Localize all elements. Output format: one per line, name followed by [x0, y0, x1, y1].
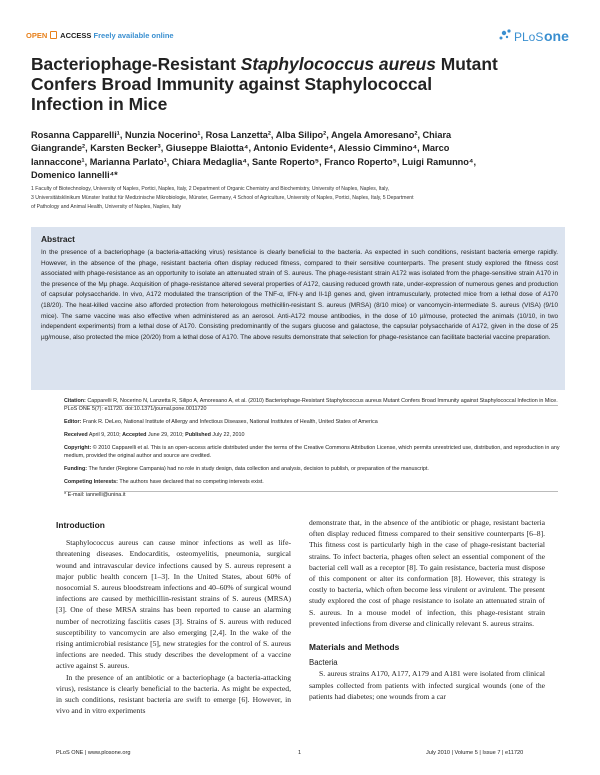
open-access-freely: Freely available online [93, 31, 174, 40]
author-line: Giangrande², Karsten Becker³, Giuseppe Blaiotta⁴, Antonio Evidente⁴, Alessio Cimmino⁴, Marco [31, 143, 450, 154]
paper-title: Bacteriophage-Resistant Staphylococcus aureus Mutant Confers Broad Immunity against Staphylococcal Infection in Mice [31, 54, 498, 114]
logo-one: one [544, 28, 569, 44]
methods-heading: Materials and Methods [309, 642, 400, 653]
footer-issue: July 2010 | Volume 5 | Issue 7 | e11720 [426, 750, 524, 756]
open-access-lock-icon [50, 31, 57, 39]
open-access-banner [26, 31, 174, 40]
open-access-access: ACCESS [60, 31, 92, 40]
author-list [31, 129, 576, 183]
abstract-text: In the presence of a bacteriophage (a bacteria-attacking virus) resistance is clearly beneficial to the bacteria. As expected in such conditions, resistant bacteria emerge rapidly. However, in the absence of the phage, resistant bacteria often display reduced fitness, compared to their sensitive counterparts. The present study explored the fitness cost associated with phage-resistance as an opportunity to isolate an attenuated strain of S. aureus. The phage-resistant strain A172 was isolated from the phage-sensitive strain A170 in the presence of the Mµ phage. Acquisition of phage-resistance altered several properties of A172, causing reduced growth rate, under-expression of numerous genes and production of capsular polysaccharide. In vivo, A172 modulated the transcription of the TNF-α, IFN-γ and Il-1β genes and, given intramuscularly, protected mice from a lethal dose of A170 (18/20). The heat-killed vaccine also afforded protection from heterologous methicillin-resistant S. aureus (MRSA) (8/10 mice) or vancomycin-intermediate S. aureus (VISA) (9/10 mice). The same vaccine was also effective when administered as an aerosol. Anti-A172 mouse antibodies, in the dose of 10 µl/mouse, protected the animals (10/10, in two independent experiments) from a lethal dose of A170. Consisting predominantly of the sugars glucose and galactose, the capsular polysaccharide of A172, given in the dose of 25 µg/mouse, also protected the mice (20/20) from a lethal dose of A170. The above results demonstrate that selection for phage-resistance can facilitate bacterial vaccine preparation. [41, 249, 558, 341]
abstract-box [31, 227, 565, 390]
intro-paragraph-2: In the presence of an antibiotic or a bacteriophage (a bacteria-attacking virus), resistance is clearly beneficial to the bacteria. As might be expected, in such conditions, resistant bacteria are swift to emerge [6]. However, in vivo and in vitro experiments [56, 672, 291, 716]
divider [64, 491, 558, 492]
plos-one-logo [498, 25, 576, 47]
email: * E-mail: iannelli@unina.it [64, 492, 126, 498]
funding: Funding: The funder (Regione Campania) had no role in study design, data collection and analysis, decision to publish, or preparation of the manuscript. [64, 466, 429, 472]
affiliations: 1 Faculty of Biotechnology, University of Naples, Portici, Naples, Italy, 2 Department of Organic Chemistry and Biochemistry, University of Naples, Naples, Italy, 3 Universitätsklinikum Münster Institut für Medizinische Mikrobiologie, Münster, Germany, 4 School of Agriculture, University of Naples, Portici, Naples, Italy, 5 Department of Pathology and Animal Health, University of Naples, Naples, Italy [31, 186, 414, 210]
author-line: Iannaccone¹, Marianna Parlato¹, Chiara Medaglia⁴, Sante Roperto⁵, Franco Roperto⁵, Luigi Ramunno⁴, [31, 156, 477, 167]
open-access-open: OPEN [26, 31, 48, 40]
footer-journal: PLoS ONE | www.plosone.org [56, 750, 131, 756]
bacteria-subheading: Bacteria [309, 658, 338, 668]
author-line: Rosanna Capparelli¹, Nunzia Nocerino¹, Rosa Lanzetta², Alba Silipo², Angela Amoresano², Chiara [31, 130, 452, 140]
intro-paragraph-3: demonstrate that, in the absence of the antibiotic or phage, resistant bacteria often display reduced fitness compared to their sensitive counterparts [6–8]. This fitness cost is particularly high in the case of phage-resistant bacterial strains. To infect bacteria, phages often select an essential component of the bacterial cell wall as a receptor [8]. To gain resistance, bacteria must dispose of this component or alter its conformation [8]. However, this strategy is costly to bacteria, which often become less virulent or avirulent. The present study explored the cost of phage resistance to isolate an attenuated strain of S. aureus. In a mouse model of infection, this phage-resistant strain prevented infections from diverse and clinically relevant S. aureus strains. [309, 518, 545, 628]
logo-plos: PLoS [514, 30, 544, 44]
divider [64, 405, 558, 406]
citation: Citation: Capparelli R, Nocerino N, Lanzetta R, Silipo A, Amoresano A, et al. (2010) Bacteriophage-Resistant Staphylococcus aureus Mutant Confers Broad Immunity against Staphylococcal Infection in Mice. PLoS ONE 5(7): e11720. doi:10.1371/journal.pone.0011720 [64, 398, 558, 412]
title-species: Staphylococcus aureus [240, 54, 436, 74]
article-metadata [64, 397, 564, 504]
editor: Editor: Frank R. DeLeo, National Institute of Allergy and Infectious Diseases, National Institutes of Health, United States of America [64, 419, 378, 425]
copyright: Copyright: © 2010 Capparelli et al. This is an open-access article distributed under the terms of the Creative Commons Attribution License, which permits unrestricted use, distribution, and reproduction in any medium, provided the original author and source are credited. [64, 445, 560, 459]
intro-paragraph-1: Staphylococcus aureus can cause minor infections as well as life-threatening diseases. Endocarditis, osteomyelitis, pneumonia, surgical wound and intravascular device infections caused by S. aureus represent a major public health concern [1–3]. In the United States, about 60% of nosocomial S. aureus bloodstream infections and 40–60% of surgical wound infections are caused by methicillin-resistant strains of S. aureus (MRSA) [3]. One of these MRSA strains has been reported to cause an alarming number of necrotizing fasciitis cases [3]. Strains of S. aureus with reduced susceptibility to vancomycin are also emerging [2,4]. In the wake of the rising antimicrobial resistance [5], new strategies for the control of S. aureus infections are needed. This study describes the development of a vaccine active against S. aureus. [56, 538, 291, 671]
author-line: Domenico Iannelli⁴* [31, 170, 118, 181]
footer-page-number: 1 [298, 750, 302, 756]
abstract-heading: Abstract [41, 234, 75, 244]
introduction-heading: Introduction [56, 520, 105, 530]
column-left [56, 520, 291, 716]
methods-paragraph-1: S. aureus strains A170, A177, A179 and A181 were isolated from clinical samples collected from patients with infected surgical wounds (one of the patients had diabetes; one wounds from a car [309, 669, 545, 701]
dates: Received April 9, 2010; Accepted June 29, 2010; Published July 22, 2010 [64, 432, 245, 438]
column-right [309, 517, 545, 702]
competing-interests: Competing Interests: The authors have declared that no competing interests exist. [64, 479, 264, 485]
